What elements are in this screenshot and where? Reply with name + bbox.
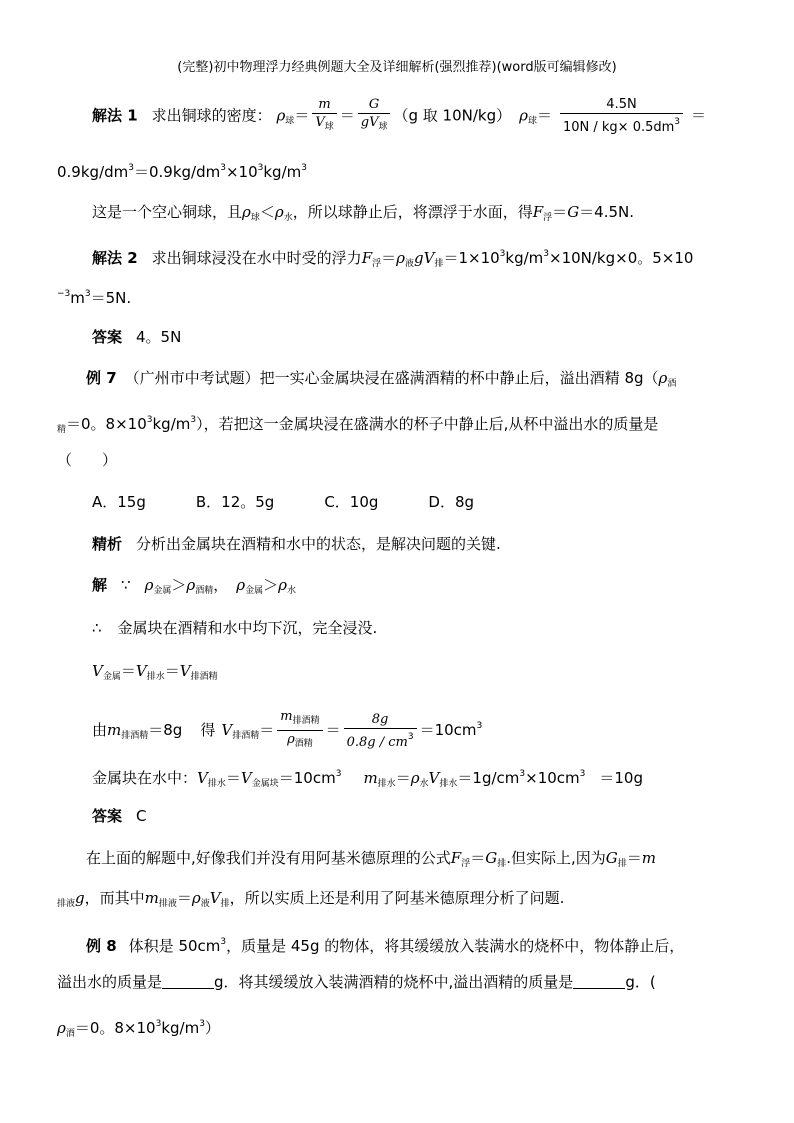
volume-equality: $V_{金属}=V_{排水}=V_{排酒精}$ [92, 662, 218, 682]
example7-line1: 例 7 （广州市中考试题）把一实心金属块浸在盛满酒精的杯中静止后，溢出酒精 $8g(\rho_酒$ [86, 369, 677, 389]
g-note: （g 取 10N/kg） [393, 106, 512, 125]
fraction-density-calc: $\frac{4.5N}{10N / kg\times 0.5dm^3}$ [560, 96, 683, 136]
example7-options [92, 492, 474, 512]
explanation-line2: $_{排液}$g，而其中$m_{排液}=\rho_液V_排$，所以实质上还是利用了阿基米德原理分析了问题. [57, 889, 565, 909]
fraction-g-over-gv: $\frac{G}{gV_球}$ [358, 96, 391, 136]
example7-label: 例 7 [86, 369, 117, 387]
option-a: A．15g [92, 493, 146, 511]
water-calc-line: 金属块在水中：$V_{排水}=V_{金属块}=10cm^3$ $m_{排水}=\rho_水V_{排水}=1g/cm^3\times 10cm^3 =10g$ [92, 769, 643, 789]
method2-result: $^{-3}m^3=5N$. [57, 289, 132, 307]
analysis-line: 精析 分析出金属块在酒精和水中的状态，是解决问题的关键. [92, 535, 501, 553]
example8-label: 例 8 [86, 937, 117, 955]
explanation-line1: 在上面的解题中,好像我们并没有用阿基米德原理的公式$F_浮=G_排$.但实际上,因为$G_排=m$ [86, 849, 657, 869]
fraction-m-over-v: $\frac{m}{V_球}$ [312, 96, 336, 136]
method1-label: 解法 1 [92, 106, 138, 125]
method1-text: 求出铜球的密度： [151, 106, 272, 125]
method2-label: 解法 2 [92, 249, 138, 267]
volume-calc-line: 由$m_{排酒精}=8g$ 得 $V_{排酒精}=$ $\frac{m_{排酒精}}{\rho_{酒精}}$ ＝ $\frac{8g}{0.8g / cm^3}$ $=10cm^3$ [92, 708, 482, 753]
option-b: B．12。5g [195, 493, 275, 511]
example8-line2: 溢出水的质量是 g．将其缓缓放入装满酒精的烧杯中,溢出酒精的质量是 g．( [57, 973, 656, 991]
fraction-m-over-rho: $\frac{m_{排酒精}}{\rho_{酒精}}$ [277, 708, 322, 753]
option-c: C．10g [324, 493, 379, 511]
example7-paren: （ ） [57, 451, 118, 469]
example7-line2: $_精$＝0。$8\times 10^3kg/m^3$），若把这一金属块浸在盛满水的杯子中静止后,从杯中溢出水的质量是 [57, 415, 659, 435]
method2-line: 解法 2 求出铜球浸没在水中时受的浮力$F_浮=\rho_液gV_排=1\times 10^3kg/m^3\times 10N/kg\times 0$。5×10 [92, 249, 694, 269]
blank-alcohol-mass[interactable] [573, 974, 625, 989]
blank-water-mass[interactable] [162, 974, 214, 989]
option-d: D．8g [428, 493, 475, 511]
answer-1: 答案 4。5N [92, 328, 182, 346]
answer-2: 答案 C [92, 807, 147, 825]
hollow-ball-line: 这是一个空心铜球，且$\rho_球<\rho_水$，所以球静止后，将漂浮于水面，得$F_浮=G=4.5N$. [92, 203, 635, 223]
method1-result: $0.9kg/dm^3=0.9kg/dm^3\times 10^3kg/m^3$ [57, 163, 307, 181]
fraction-8g-calc: $\frac{8g}{0.8g / cm^3}$ [344, 711, 417, 751]
solution-line: 解 ∵ $\rho_{金属}>\rho_{酒精}$， $\rho_{金属}>\rho_水$ [92, 576, 296, 596]
example8-line3: $\rho_酒=0$。$8\times 10^3kg/m^3$） [57, 1019, 220, 1039]
page-header: (完整)初中物理浮力经典例题大全及详细解析(强烈推荐)(word版可编辑修改) [177, 60, 617, 75]
method1-line: 解法 1 求出铜球的密度： $\rho_球=$ $\frac{m}{V_球}$ ＝ $\frac{G}{gV_球}$ （g 取 10N/kg） $\rho_球=$ $\frac{4.5N}{10N / kg\times 0.5dm^3}$ ＝ [92, 97, 707, 135]
therefore-line: ∴ 金属块在酒精和水中均下沉，完全浸没. [92, 619, 378, 637]
example8-line1: 例 8 体积是 $50cm^3$，质量是 45g 的物体，将其缓缓放入装满水的烧杯中，物体静止后， [86, 937, 685, 955]
